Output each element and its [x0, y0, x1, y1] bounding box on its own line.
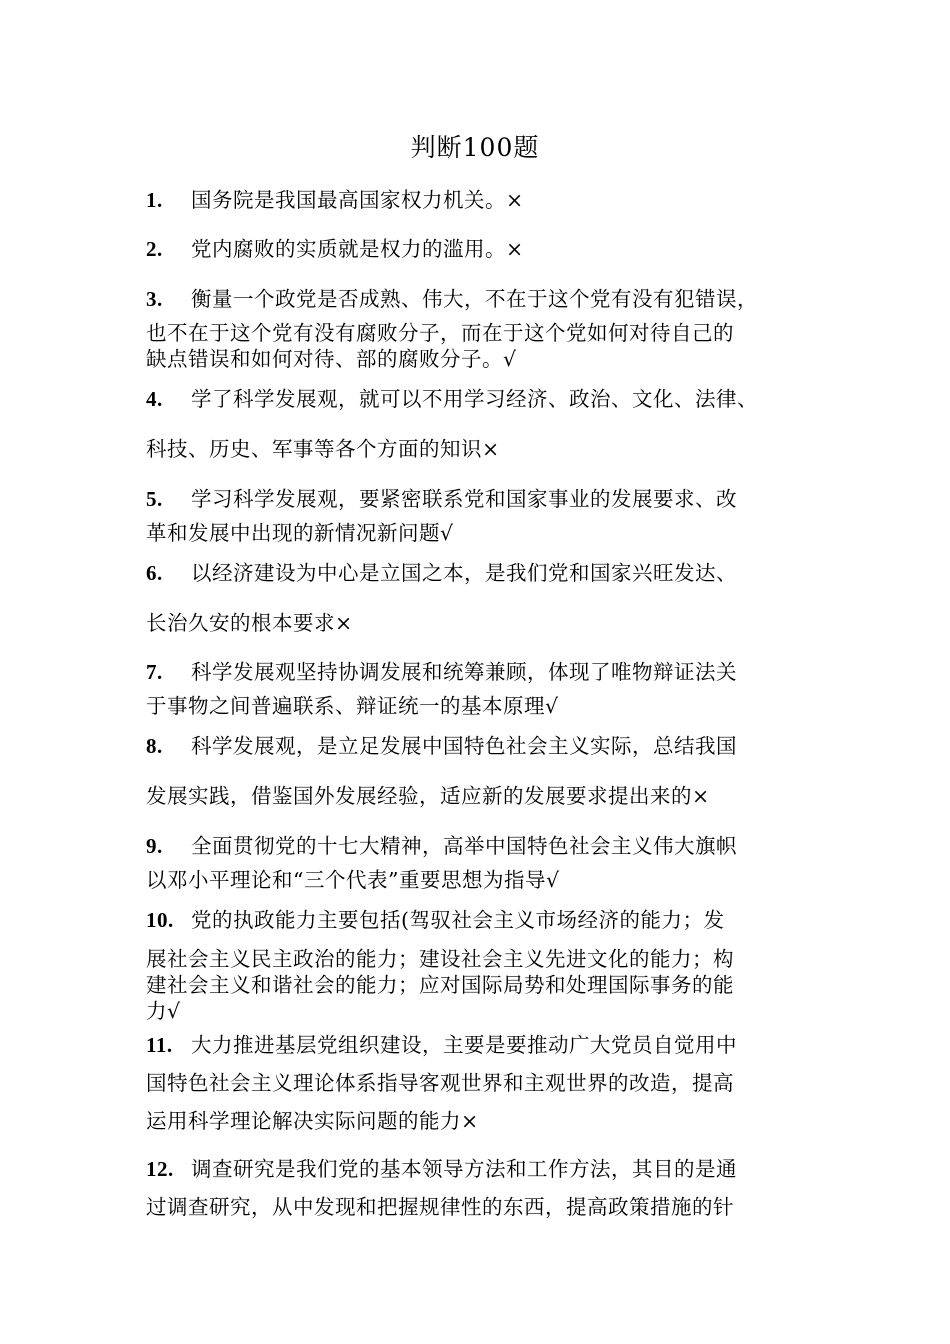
question-item-2 — [146, 232, 810, 266]
question-line: 科技、历史、军事等各个方面的知识× — [146, 437, 500, 461]
question-text: 党内腐败的实质就是权力的滥用。× — [191, 237, 524, 261]
question-number: 9. — [146, 834, 163, 858]
question-line — [146, 829, 810, 863]
question-text: 调查研究是我们党的基本领导方法和工作方法，其目的是通 — [191, 1157, 737, 1181]
question-line — [146, 482, 810, 516]
question-item-12 — [146, 1152, 810, 1224]
question-item-8 — [146, 729, 810, 813]
question-line: 也不在于这个党有没有腐败分子，而在于这个党如何对待自己的 — [146, 321, 734, 345]
question-line — [146, 729, 810, 763]
question-text: 国务院是我国最高国家权力机关。× — [191, 188, 524, 212]
question-item-3 — [146, 282, 810, 376]
question-line — [146, 382, 810, 416]
question-text: 学了科学发展观，就可以不用学习经济、政治、文化、法律、 — [191, 387, 758, 411]
question-item-1 — [146, 183, 810, 217]
question-line — [146, 903, 810, 937]
question-number: 3. — [146, 287, 163, 311]
question-line: 力√ — [146, 999, 181, 1023]
question-text: 学习科学发展观，要紧密联系党和国家事业的发展要求、改 — [191, 487, 737, 511]
question-item-6 — [146, 556, 810, 640]
question-text: 以经济建设为中心是立国之本，是我们党和国家兴旺发达、 — [191, 561, 737, 585]
question-line: 国特色社会主义理论体系指导客观世界和主观世界的改造，提高 — [146, 1071, 734, 1095]
question-line: 过调查研究，从中发现和把握规律性的东西，提高政策措施的针 — [146, 1195, 734, 1219]
question-text: 衡量一个政党是否成熟、伟大，不在于这个党有没有犯错误， — [191, 287, 758, 311]
question-item-4 — [146, 382, 810, 466]
question-number: 12. — [146, 1157, 174, 1181]
question-item-9 — [146, 829, 810, 897]
question-number: 10. — [146, 908, 174, 932]
question-line: 缺点错误和如何对待、部的腐败分子。√ — [146, 347, 517, 371]
question-text: 科学发展观，是立足发展中国特色社会主义实际，总结我国 — [191, 734, 737, 758]
question-line: 革和发展中出现的新情况新问题√ — [146, 521, 454, 545]
question-number: 11. — [146, 1033, 173, 1057]
question-line — [146, 655, 810, 689]
question-item-5 — [146, 482, 810, 550]
question-line: 长治久安的根本要求× — [146, 611, 353, 635]
page-title: 判断100题 — [410, 133, 540, 162]
question-number: 6. — [146, 561, 163, 585]
question-line — [146, 232, 810, 266]
question-number: 2. — [146, 237, 163, 261]
question-item-11 — [146, 1028, 810, 1138]
question-number: 7. — [146, 660, 163, 684]
question-line — [146, 1028, 810, 1062]
question-text: 全面贯彻党的十七大精神，高举中国特色社会主义伟大旗帜 — [191, 834, 737, 858]
question-line — [146, 282, 810, 316]
question-number: 4. — [146, 387, 163, 411]
question-text: 党的执政能力主要包括(驾驭社会主义市场经济的能力；发 — [191, 908, 725, 932]
question-line — [146, 183, 810, 217]
question-line: 建社会主义和谐社会的能力；应对国际局势和处理国际事务的能 — [146, 973, 734, 997]
question-line: 展社会主义民主政治的能力；建设社会主义先进文化的能力；构 — [146, 947, 734, 971]
question-line: 于事物之间普遍联系、辩证统一的基本原理√ — [146, 694, 559, 718]
question-number: 1. — [146, 188, 163, 212]
question-item-10 — [146, 903, 810, 1028]
question-line — [146, 1152, 810, 1186]
question-line: 运用科学理论解决实际问题的能力× — [146, 1109, 479, 1133]
question-number: 5. — [146, 487, 163, 511]
question-item-7 — [146, 655, 810, 723]
question-line: 以邓小平理论和“三个代表”重要思想为指导√ — [146, 868, 560, 892]
question-number: 8. — [146, 734, 163, 758]
question-text: 大力推进基层党组织建设，主要是要推动广大党员自觉用中 — [191, 1033, 737, 1057]
question-text: 科学发展观坚持协调发展和统筹兼顾，体现了唯物辩证法关 — [191, 660, 737, 684]
question-line — [146, 556, 810, 590]
question-line: 发展实践，借鉴国外发展经验，适应新的发展要求提出来的× — [146, 784, 710, 808]
